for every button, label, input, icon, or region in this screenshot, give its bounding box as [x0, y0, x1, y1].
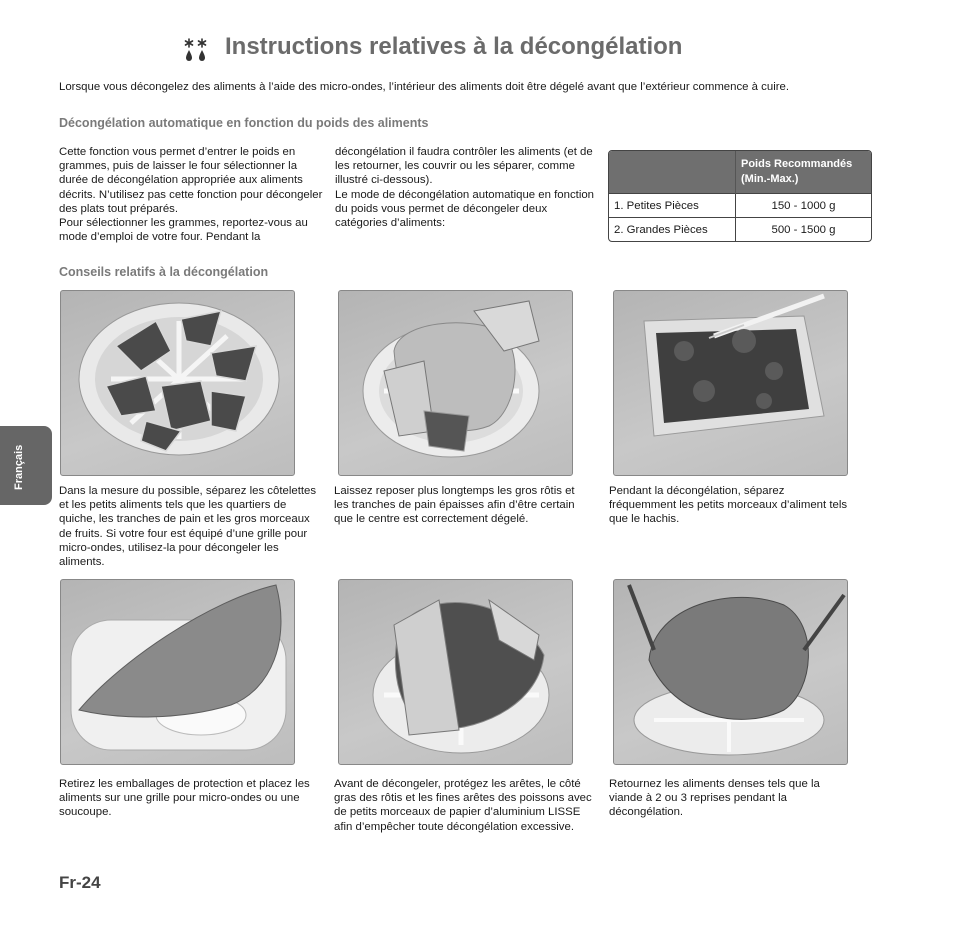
photo-roast-chicken-foil	[338, 290, 573, 476]
section-heading-tips: Conseils relatifs à la décongélation	[59, 265, 269, 279]
caption-roasts: Laissez reposer plus longtemps les gros rôtis et les tranches de pain épaisses afin d’être certain que le centre est correctement dégelé.	[334, 485, 575, 526]
page-title: Instructions relatives à la décongélation	[225, 33, 683, 60]
table-header-blank	[609, 151, 736, 194]
col2-text: décongélation il faudra contrôler les aliments (et de les retourner, les couvrir ou les séparer, comme illustré ci-dessous). Le mode de décongélation automatique en fonction du poids vous permet de décongeler deux catégories d’aliments:	[335, 146, 595, 230]
table-row	[609, 194, 871, 218]
auto-defrost-text-col1	[59, 145, 324, 244]
language-tab	[0, 426, 52, 505]
table-cell-value: 150 - 1000 g	[736, 194, 872, 218]
table-cell-label: 2. Grandes Pièces	[609, 218, 736, 242]
caption-foil-protect: Avant de décongeler, protégez les arêtes, le côté gras des rôtis et les fines arêtes des poissons avec de petits morceaux de papier d’aluminium LISSE afin d’empêcher toute décongélation excessive.	[334, 778, 592, 833]
caption-remove-packaging: Retirez les emballages de protection et placez les aliments sur une grille pour micro-ondes ou une soucoupe.	[59, 778, 310, 819]
caption-minced-meat: Pendant la décongélation, séparez fréquemment les petits morceaux d’aliment tels que le hachis.	[609, 485, 848, 526]
language-tab-label: Français	[13, 444, 25, 490]
photo-minced-meat-fork	[613, 290, 848, 476]
intro-text: Lorsque vous décongelez des aliments à l’aide des micro-ondes, l’intérieur des aliments doit être dégelé avant que l’extérieur commence à cuire.	[59, 81, 790, 93]
photo-fish-on-saucer	[60, 579, 295, 765]
page-number: Fr-24	[59, 873, 101, 892]
defrost-icon	[183, 37, 209, 63]
photo-chops-on-rack	[60, 290, 295, 476]
section-heading-auto-defrost: Décongélation automatique en fonction du poids des aliments	[59, 116, 429, 130]
caption-chops: Dans la mesure du possible, séparez les côtelettes et les petits aliments tels que les quartiers de quiche, les tranches de pain et les gros morceaux de fruits. Si votre four est équipé d’une grille pour micro-ondes, utilisez-la pour décongeler les aliments.	[59, 485, 317, 569]
weight-table	[608, 150, 872, 242]
table-row	[609, 218, 871, 242]
col1-text: Cette fonction vous permet d’entrer le poids en grammes, puis de laisser le four sélectionner la durée de décongélation appropriée aux aliments décrits. N’utilisez pas cette fonction pour décongeler des plats tout préparés. Pour sélectionner les grammes, reportez-vous au mode d’emploi de votre four. Pendant la	[59, 146, 323, 244]
photo-roast-foil-protected	[338, 579, 573, 765]
table-cell-label: 1. Petites Pièces	[609, 194, 736, 218]
caption-turn-food: Retournez les aliments denses tels que la viande à 2 ou 3 reprises pendant la décongélation.	[609, 778, 820, 819]
table-header-weight: Poids Recommandés (Min.-Max.)	[736, 151, 872, 194]
photo-turkey-turning	[613, 579, 848, 765]
auto-defrost-text-col2	[335, 145, 597, 230]
table-cell-value: 500 - 1500 g	[736, 218, 872, 242]
